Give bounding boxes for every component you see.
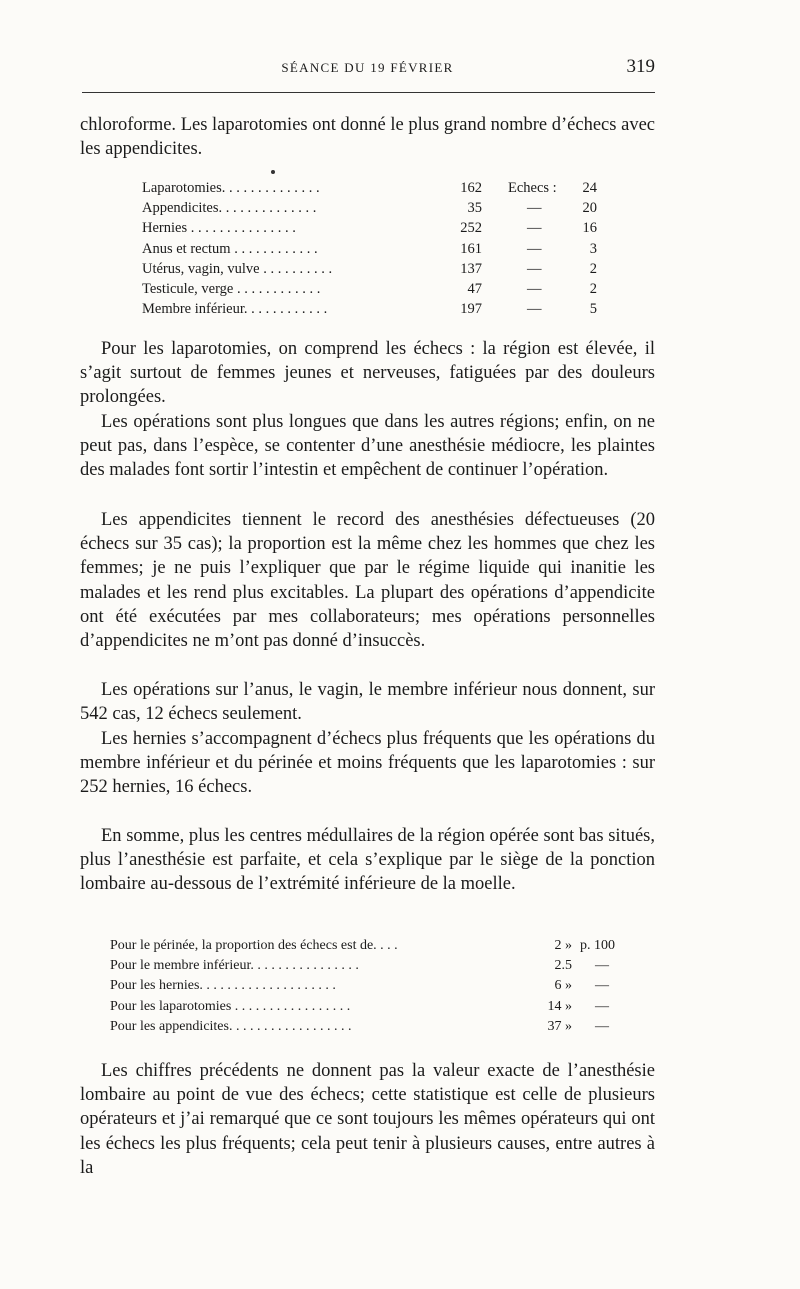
paragraph-anus-vagin: Les opérations sur l’anus, le vagin, le membre inférieur nous donnent, sur 542 cas, 12 échecs seulement. — [80, 680, 655, 725]
table-proportions — [110, 936, 630, 1037]
table-failures-by-region — [142, 178, 602, 319]
paragraph-en-somme: En somme, plus les centres médullaires de la région opérée sont bas situés, plus l’anesthésie est parfaite, et cela s’explique par le siège de la ponction lombaire au-dessous de l’extrémité inférieure de la moelle. — [80, 826, 655, 895]
table-row: Membre inférieur. . . . . . . . . . . . 197 — 5 — [142, 301, 597, 318]
table-row: Pour les laparotomies . . . . . . . . . . . . . . . . . 14 » — — [110, 998, 609, 1014]
running-title: SÉANCE DU 19 FÉVRIER — [281, 60, 454, 75]
paragraph-appendicites: Les appendicites tiennent le record des anesthésies défectueuses (20 échecs sur 35 cas); la proportion est la même chez les hommes que chez les femmes; je ne puis l’expliquer que par le régime liquide qui inanitie les malades et les rend plus excitables. La plupart des opérations d’appendicite ont été exécutées par mes collaborateurs; mes opérations personnelles d’appendicites ne m’ont pas donné d’insuccès. — [80, 510, 655, 652]
table-row: Pour les appendicites. . . . . . . . . . . . . . . . . . 37 » — — [110, 1018, 609, 1034]
table-row: Pour le membre inférieur. . . . . . . . . . . . . . . . 2.5 — — [110, 958, 609, 974]
table-row: Laparotomies. . . . . . . . . . . . . . 162 Echecs : 24 — [142, 178, 602, 198]
failures-column-label: Echecs : — [508, 180, 557, 196]
paragraph-operations: Les opérations sont plus longues que dans les autres régions; enfin, on ne peut pas, dans l’espèce, se contenter d’une anesthésie médiocre, les plaintes des malades font sortir l’intestin et empêchent de continuer l’opération. — [80, 412, 655, 481]
table-row: Hernies . . . . . . . . . . . . . . . 252 — 16 — [142, 220, 597, 237]
paragraph-laparotomies: Pour les laparotomies, on comprend les échecs : la région est élevée, il s’agit surtout de femmes jeunes et nerveuses, fatiguées par des douleurs prolongées. — [80, 339, 655, 408]
table-row: Pour le périnée, la proportion des échecs est de. . . . 2 » p. 100 — [110, 938, 615, 953]
header-rule — [82, 92, 655, 93]
paragraph-intro: chloroforme. Les laparotomies ont donné le plus grand nombre d’échecs avec les appendicites. — [80, 115, 655, 160]
paragraph-hernies: Les hernies s’accompagnent d’échecs plus fréquents que les opérations du membre inférieur et du périnée et moins fréquents que les laparotomies : sur 252 hernies, 16 échecs. — [80, 729, 655, 798]
table-row: Testicule, verge . . . . . . . . . . . . 47 — 2 — [142, 280, 597, 297]
paragraph-chiffres: Les chiffres précédents ne donnent pas la valeur exacte de l’anesthésie lombaire au point de vue des échecs; cette statistique est celle de plusieurs opérateurs et j’ai remarqué que ce sont toujours les mêmes opérateurs qui ont les échecs les plus fréquents; cela peut tenir à plusieurs causes, entre autres à la — [80, 1061, 655, 1178]
page-number: 319 — [626, 56, 655, 77]
table-row: Appendicites. . . . . . . . . . . . . . 35 — 20 — [142, 200, 597, 217]
page-header — [80, 56, 655, 80]
stray-mark — [271, 170, 275, 174]
table-row: Pour les hernies. . . . . . . . . . . . . . . . . . . . 6 » — — [110, 978, 609, 994]
table-row: Anus et rectum . . . . . . . . . . . . 161 — 3 — [142, 240, 597, 257]
table-row: Utérus, vagin, vulve . . . . . . . . . . 137 — 2 — [142, 260, 597, 277]
